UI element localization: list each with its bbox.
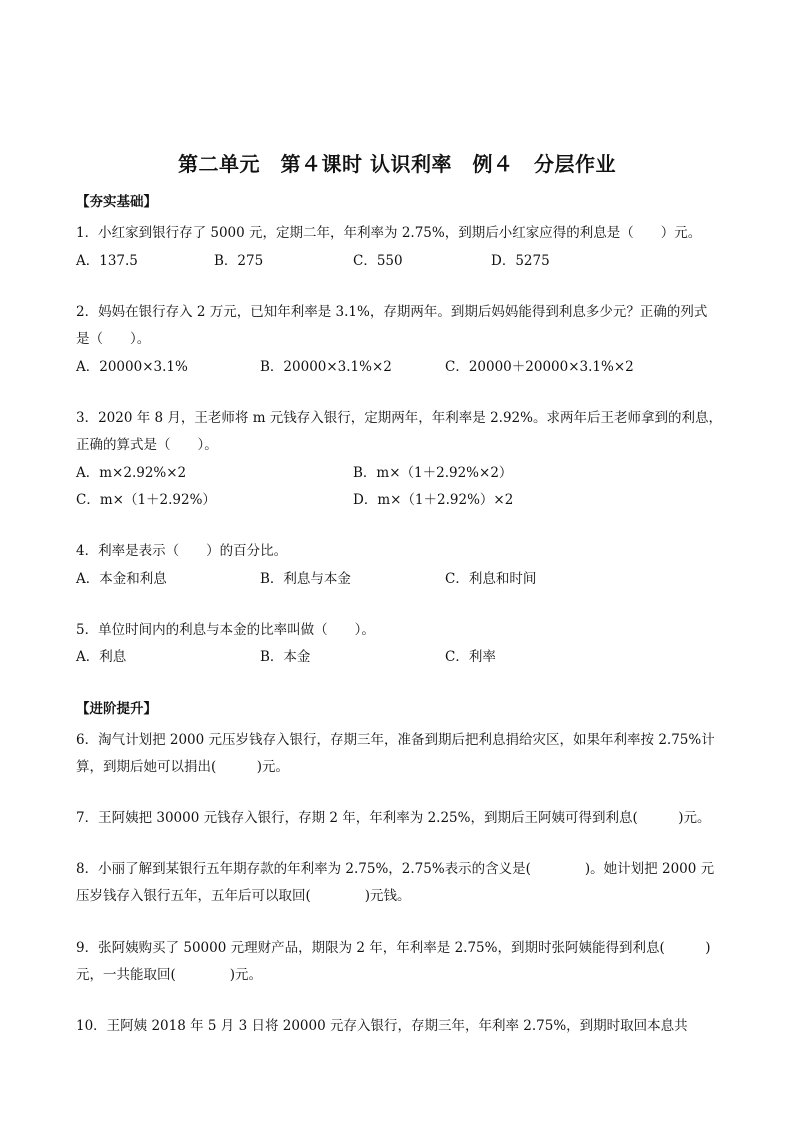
page-title: 第二单元 第４课时 认识利率 例４ 分层作业 (178, 152, 616, 176)
question-2-option-a: A．20000×3.1% (76, 359, 188, 375)
section-advanced-heading: 【进阶提升】 (76, 701, 157, 717)
question-2-option-c: C．20000＋20000×3.1%×2 (445, 359, 634, 375)
question-1-option-a: A．137.5 (76, 253, 138, 269)
question-10-stem-line1: 10．王阿姨 2018 年 5 月 3 日将 20000 元存入银行，存期三年，年利率 2.75%，到期时取回本息共 (76, 1018, 688, 1034)
question-2-stem-line2: 是（ ）。 (76, 331, 151, 347)
question-1-stem: 1．小红家到银行存了 5000 元，定期二年，年利率为 2.75%，到期后小红家应得的利息是（ ）元。 (76, 225, 702, 241)
question-9-stem-line2: 元，一共能取回( )元。 (76, 967, 263, 983)
question-3-option-c: C．m×（1＋2.92%） (76, 492, 216, 508)
question-1-option-d: D．5275 (491, 253, 550, 269)
question-4-stem: 4．利率是表示（ ）的百分比。 (76, 543, 288, 559)
question-5-option-c: C．利率 (445, 649, 496, 665)
question-5-option-b: B．本金 (260, 649, 311, 665)
question-7-stem: 7．王阿姨把 30000 元钱存入银行，存期 2 年，年利率为 2.25%，到期后王阿姨可得到利息( )元。 (76, 810, 711, 826)
question-9-stem-line1: 9．张阿姨购买了 50000 元理财产品，期限为 2 年，年利率是 2.75%，到期时张阿姨能得到利息( ) (76, 940, 711, 956)
question-3-option-d: D．m×（1＋2.92%）×2 (353, 492, 514, 508)
question-4-option-a: A．本金和利息 (76, 571, 167, 587)
question-3-stem-line2: 正确的算式是（ ）。 (76, 437, 218, 453)
question-5-option-a: A．利息 (76, 649, 127, 665)
question-6-stem-line2: 算，到期后她可以捐出( )元。 (76, 759, 290, 775)
question-3-stem-line1: 3．2020 年 8 月，王老师将 m 元钱存入银行，定期两年，年利率是 2.92%。求两年后王老师拿到的利息， (76, 410, 722, 426)
question-5-stem: 5．单位时间内的利息与本金的比率叫做（ ）。 (76, 622, 375, 638)
question-2-option-b: B．20000×3.1%×2 (260, 359, 392, 375)
question-1-option-b: B．275 (214, 253, 264, 269)
question-4-option-c: C．利息和时间 (445, 571, 537, 587)
section-basic-heading: 【夯实基础】 (76, 194, 157, 210)
question-4-option-b: B．利息与本金 (260, 571, 351, 587)
question-6-stem-line1: 6．淘气计划把 2000 元压岁钱存入银行，存期三年，准备到期后把利息捐给灾区，如果年利率按 2.75%计 (76, 732, 715, 748)
question-3-option-a: A．m×2.92%×2 (76, 465, 187, 481)
question-2-stem-line1: 2．妈妈在银行存入 2 万元，已知年利率是 3.1%，存期两年。到期后妈妈能得到利息多少元？正确的列式 (76, 304, 708, 320)
question-1-option-c: C．550 (353, 253, 403, 269)
question-8-stem-line2: 压岁钱存入银行五年，五年后可以取回( )元钱。 (76, 888, 411, 904)
question-8-stem-line1: 8．小丽了解到某银行五年期存款的年利率为 2.75%，2.75%表示的含义是( )。她计划把 2000 元 (76, 861, 715, 877)
question-3-option-b: B．m×（1＋2.92%×2） (353, 465, 513, 481)
